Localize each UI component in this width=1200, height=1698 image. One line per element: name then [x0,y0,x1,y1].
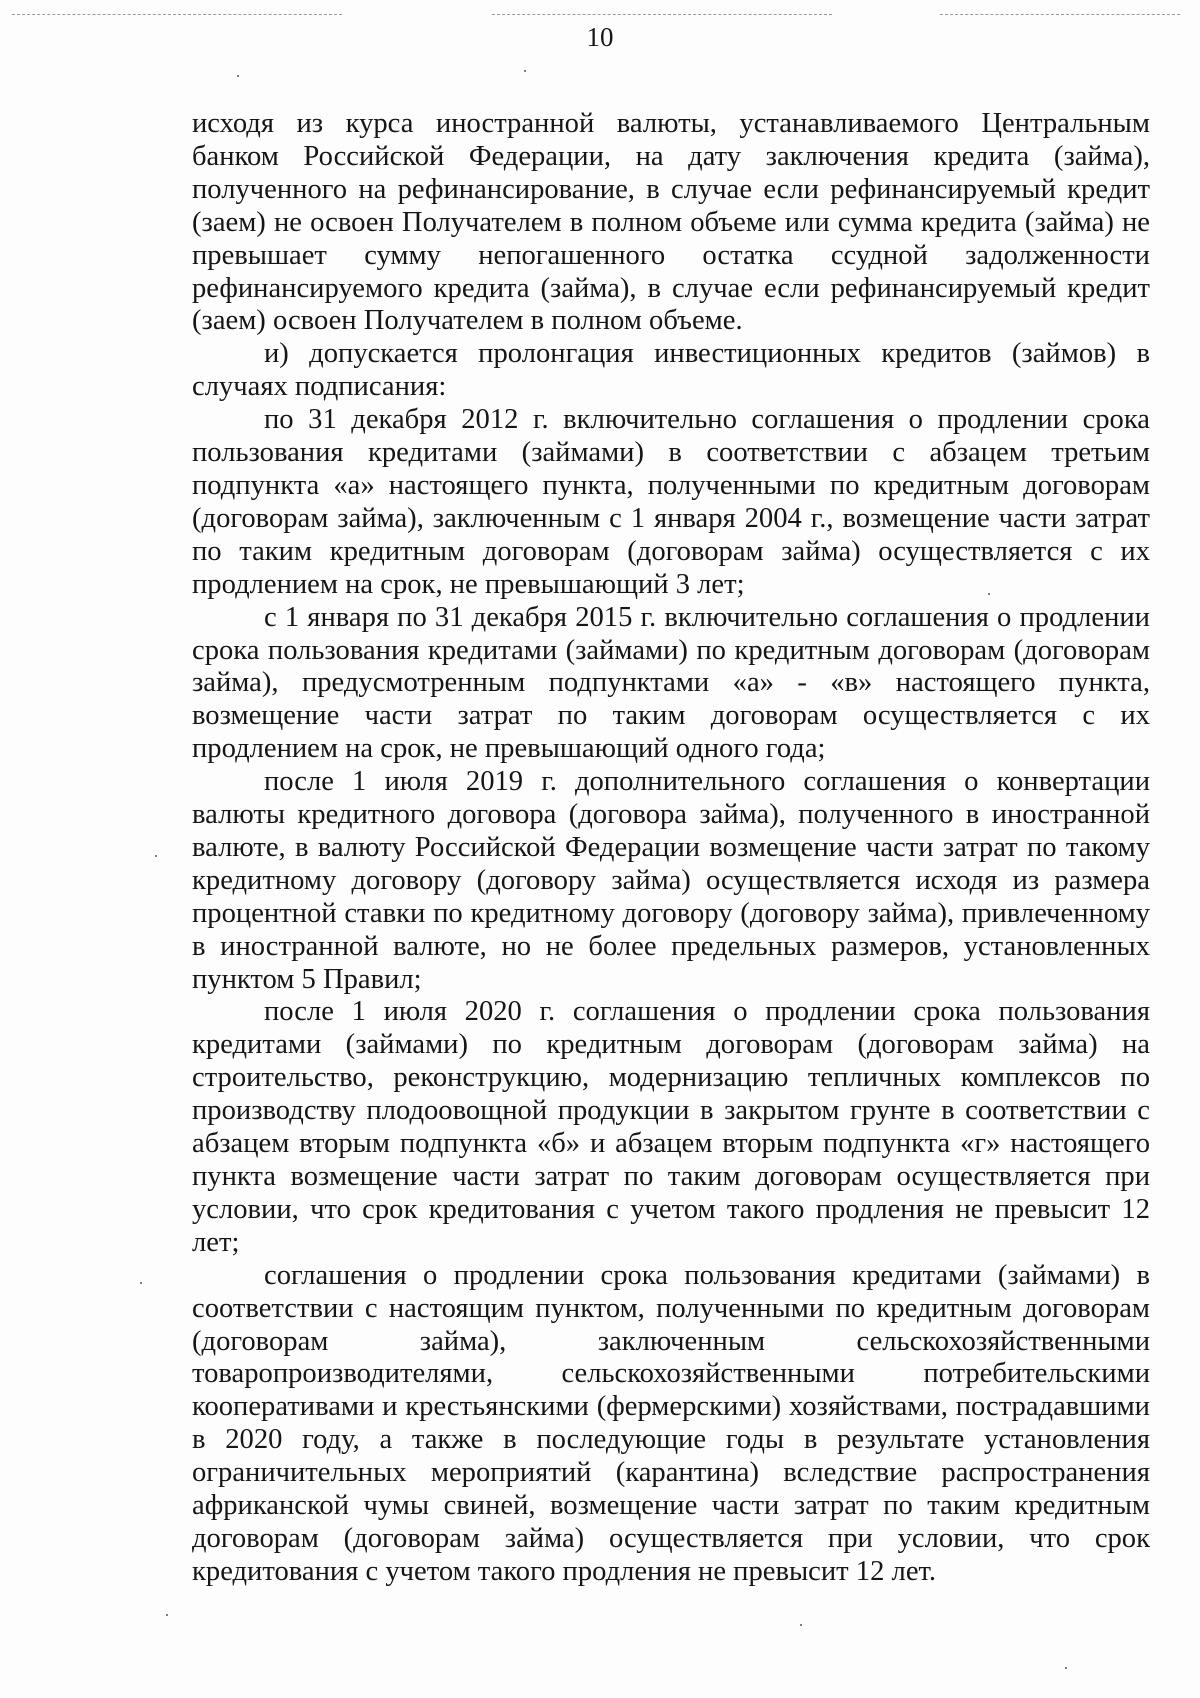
scan-speck [166,1614,168,1616]
paragraph-3: по 31 декабря 2012 г. включительно соглашения о продлении срока пользования кредитами (займами) в соответствии с абзацем третьим подпункта «а» настоящего пункта, полученными по кредитным договорам (договорам займа), заключенным с 1 января 2004 г., возмещение части затрат по таким кредитным договорам (договорам займа) осуществляется с их продлением на срок, не превышающий 3 лет; [192,404,1150,600]
document-body [192,108,1150,1589]
paragraph-5: после 1 июля 2019 г. дополнительного соглашения о конвертации валюты кредитного договора (договора займа), полученного в иностранной валюте, в валюту Российской Федерации возмещение части затрат по такому кредитному договору (договору займа) осуществляется исходя из размера процентной ставки по кредитному договору (договору займа), привлеченному в иностранной валюте, но не более предельных размеров, установленных пунктом 5 Правил; [192,766,1150,995]
paragraph-6: после 1 июля 2020 г. соглашения о продлении срока пользования кредитами (займами) по кредитным договорам (договорам займа) на строительство, реконструкцию, модернизацию тепличных комплексов по производству плодоовощной продукции в закрытом грунте в соответствии с абзацем вторым подпункта «б» и абзацем вторым подпункта «г» настоящего пункта возмещение части затрат по таким договорам осуществляется при условии, что срок кредитования с учетом такого продления не превысит 12 лет; [192,996,1150,1258]
scan-speck [155,855,157,857]
scan-speck [800,1624,802,1626]
page-number: 10 [586,22,614,52]
scan-speck [237,75,239,77]
scan-speck [988,593,990,595]
paragraph-7: соглашения о продлении срока пользования кредитами (займами) в соответствии с настоящим пунктом, полученными по кредитным договорам (договорам займа), заключенным сельскохозяйственными товаропроизводителями, сельскохозяйственными потребительскими кооперативами и крестьянскими (фермерскими) хозяйствами, пострадавшими в 2020 году, а также в последующие годы в результате установления ограничительных мероприятий (карантина) вследствие распространения африканской чумы свиней, возмещение части затрат по таким кредитным договорам (договорам займа) осуществляется при условии, что срок кредитования с учетом такого продления не превысит 12 лет. [192,1259,1150,1587]
scan-speck [524,70,526,72]
scan-edge-mark [12,14,342,15]
paragraph-2: и) допускается пролонгация инвестиционных кредитов (займов) в случаях подписания: [192,338,1150,403]
scan-speck [1065,1667,1067,1669]
scan-edge-mark [940,14,1180,15]
scan-edge-mark [492,14,832,15]
paragraph-4: с 1 января по 31 декабря 2015 г. включительно соглашения о продлении срока пользования кредитами (займами) по кредитным договорам (договорам займа), предусмотренным подпунктами «а» - «в» настоящего пункта, возмещение части затрат по таким договорам осуществляется с их продлением на срок, не превышающий одного года; [192,601,1150,765]
paragraph-1: исходя из курса иностранной валюты, устанавливаемого Центральным банком Российской Федерации, на дату заключения кредита (займа), полученного на рефинансирование, в случае если рефинансируемый кредит (заем) не освоен Получателем в полном объеме или сумма кредита (займа) не превышает сумму непогашенного остатка ссудной задолженности рефинансируемого кредита (займа), в случае если рефинансируемый кредит (заем) освоен Получателем в полном объеме. [192,108,1150,337]
scan-speck [140,1282,142,1284]
